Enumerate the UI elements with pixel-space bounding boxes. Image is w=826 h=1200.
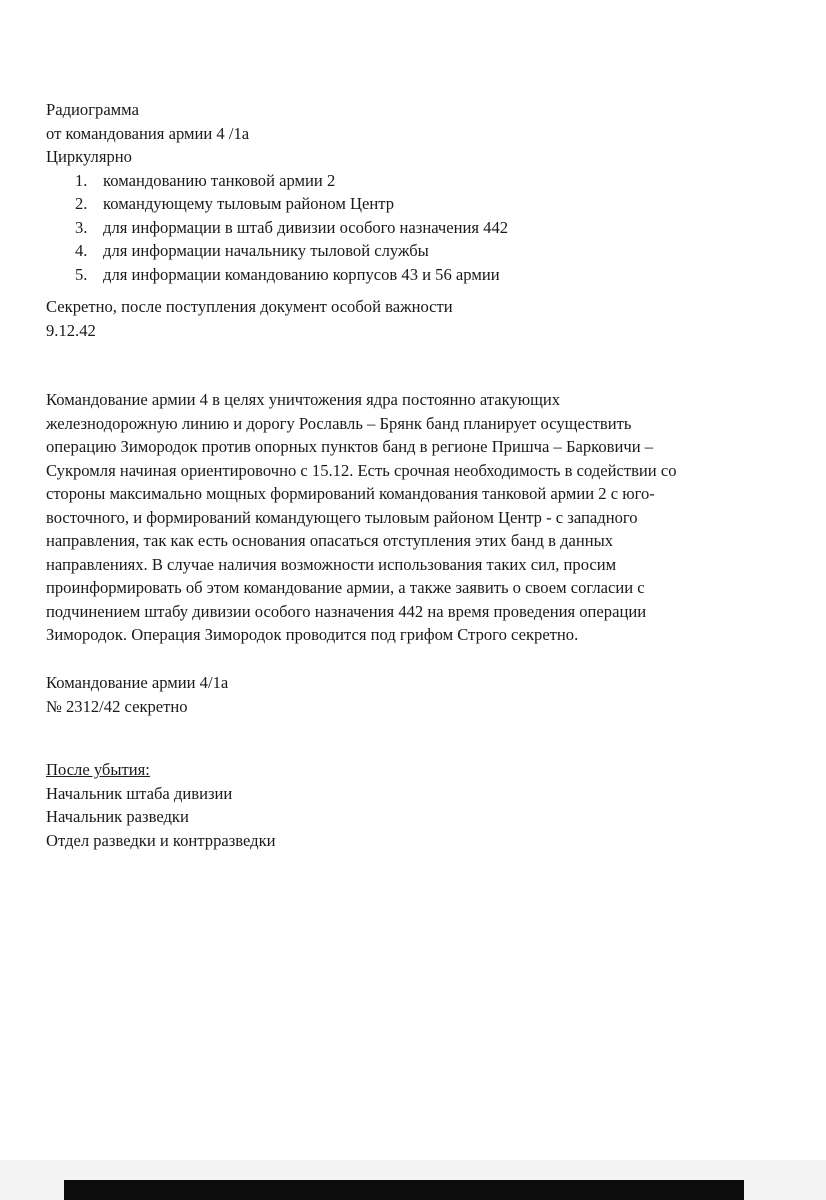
distribution-item: Отдел разведки и контрразведки xyxy=(46,830,276,850)
body-line: подчинением штабу дивизии особого назначения 442 на время проведения операции xyxy=(46,601,647,621)
body-line: Сукромля начиная ориентировочно с 15.12. Есть срочная необходимость в содействии со xyxy=(46,460,677,480)
body-line: железнодорожную линию и дорогу Рославль – Брянк банд планирует осуществить xyxy=(46,413,632,433)
body-line: Командование армии 4 в целях уничтожения ядра постоянно атакующих xyxy=(46,390,561,409)
body-line: проинформировать об этом командование армии, а также заявить о своем согласии с xyxy=(46,578,645,597)
distribution-block xyxy=(46,758,276,852)
body-line: восточного, и формирований командующего тыловым районом Центр - с западного xyxy=(46,507,638,527)
distribution-heading: После убытия: xyxy=(46,760,150,779)
document-number: № 2312/42 секретно xyxy=(46,696,188,716)
circular-label: Циркулярно xyxy=(46,147,132,166)
recipient-item: 3. для информации в штаб дивизии особого назначения 442 xyxy=(75,217,509,237)
body-line: Зимородок. Операция Зимородок проводится под грифом Строго секретно. xyxy=(46,625,579,644)
body-line: направления, так как есть основания опасаться отступления этих банд в данных xyxy=(46,531,614,550)
document-title: Радиограмма xyxy=(46,100,139,119)
classification-block xyxy=(46,295,453,342)
recipient-item: 4. для информации начальнику тыловой службы xyxy=(75,241,429,260)
body-paragraph xyxy=(46,388,677,647)
body-line: направлениях. В случае наличия возможности использования таких сил, просим xyxy=(46,554,617,574)
classification-note: Секретно, после поступления документ особой важности xyxy=(46,297,453,316)
distribution-item: Начальник штаба дивизии xyxy=(46,783,233,803)
document-date: 9.12.42 xyxy=(46,320,96,340)
recipient-item: 5. для информации командованию корпусов 43 и 56 армии xyxy=(75,264,500,284)
recipients-list xyxy=(75,169,508,287)
recipient-item: 2. командующему тыловым районом Центр xyxy=(75,194,394,213)
body-line: стороны максимально мощных формирований командования танковой армии 2 с юго- xyxy=(46,484,655,503)
distribution-item: Начальник разведки xyxy=(46,807,189,826)
body-line: операцию Зимородок против опорных пунктов банд в регионе Пришча – Барковичи – xyxy=(46,437,654,456)
signature-block xyxy=(46,671,228,718)
sender-line: от командования армии 4 /1а xyxy=(46,123,250,143)
recipient-item: 1. командованию танковой армии 2 xyxy=(75,170,336,190)
document-header xyxy=(46,98,249,169)
next-page-edge xyxy=(64,1180,744,1200)
signature-sender: Командование армии 4/1а xyxy=(46,673,229,692)
